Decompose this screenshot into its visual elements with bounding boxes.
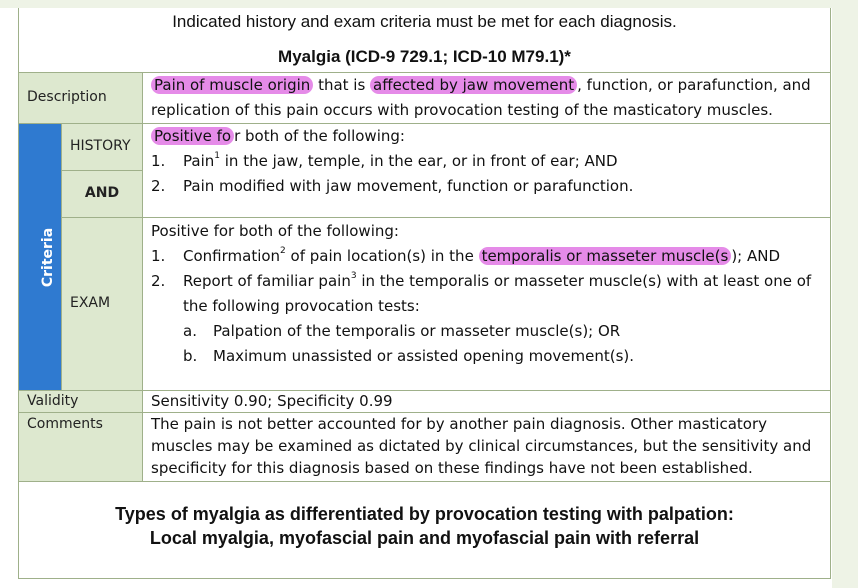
exam-row (19, 217, 831, 390)
validity-text: Sensitivity 0.90; Specificity 0.99 (143, 390, 831, 412)
comments-text: The pain is not better accounted for by another pain diagnosis. Other masticatory muscles may be examined as dictated by clinical circumstances, but the sensitivity and specificity for this diagnosis based on these findings have not been established. (143, 412, 831, 481)
and-label: AND (62, 170, 143, 217)
exam-item-1: 1. Confirmation$^2$ of pain location(s) in the temporalis or masseter muscle(s ); AND (151, 245, 781, 265)
history-item-1: 1. Pain$^1$ in the jaw, temple, in the ear, or in front of ear; AND (151, 150, 618, 170)
exam-list (151, 244, 824, 369)
exam-text (143, 217, 831, 390)
validity-row (19, 390, 831, 412)
exam-sublist (183, 319, 824, 369)
criteria-label-band (19, 123, 62, 390)
history-text (143, 123, 831, 217)
comments-row (19, 412, 831, 481)
highlight-pain-origin: Pain of muscle origin (151, 76, 313, 94)
footer-row (19, 481, 831, 578)
description-label: Description (19, 72, 143, 123)
header-row (19, 8, 831, 72)
validity-label: Validity (19, 390, 143, 412)
highlight-jaw-movement: affected by jaw movement (370, 76, 577, 94)
history-item-2: 2. Pain modified with jaw movement, function or parafunction. (151, 176, 634, 195)
page-right-margin (832, 0, 858, 588)
history-list (151, 149, 824, 199)
diagnostic-criteria-table (18, 8, 831, 579)
exam-label: EXAM (62, 217, 143, 390)
exam-item-2: 2. Report of familiar pain$^3$ in the temporalis or masseter muscle(s) with at least one of the following provocation tests: a. Palpation of the temporalis or masseter muscle(s); OR b. Maximum unassisted or assisted opening movement(s). (151, 269, 824, 369)
comments-label: Comments (19, 412, 143, 481)
header-cell (19, 8, 831, 72)
criteria-label: Criteria (40, 227, 57, 287)
exam-subitem-a: a. Palpation of the temporalis or masseter muscle(s); OR (183, 321, 621, 340)
instruction-text: Indicated history and exam criteria must be met for each diagnosis. (172, 12, 677, 31)
exam-intro: Positive for both of the following: (151, 221, 399, 240)
footer-line-1: Types of myalgia as differentiated by provocation testing with palpation: (115, 503, 734, 524)
history-label: HISTORY (62, 123, 143, 170)
footer-line-2: Local myalgia, myofascial pain and myofascial pain with referral (149, 527, 700, 548)
footer-cell (19, 481, 831, 578)
description-text: Pain of muscle origin that is affected by jaw movement , function, or parafunction, and replication of this pain occurs with provocation testing of the masticatory muscles. (143, 72, 831, 123)
history-row (19, 123, 831, 170)
exam-subitem-b: b. Maximum unassisted or assisted opening movement(s). (183, 346, 635, 365)
history-intro: Positive fo r both of the following: (151, 124, 824, 149)
description-row (19, 72, 831, 123)
diagnosis-title: Myalgia (ICD-9 729.1; ICD-10 M79.1)* (278, 47, 571, 66)
page-top-margin (0, 0, 858, 8)
highlight-positive-for: Positive fo (151, 127, 234, 145)
highlight-temporalis-masseter: temporalis or masseter muscle(s (479, 247, 732, 265)
